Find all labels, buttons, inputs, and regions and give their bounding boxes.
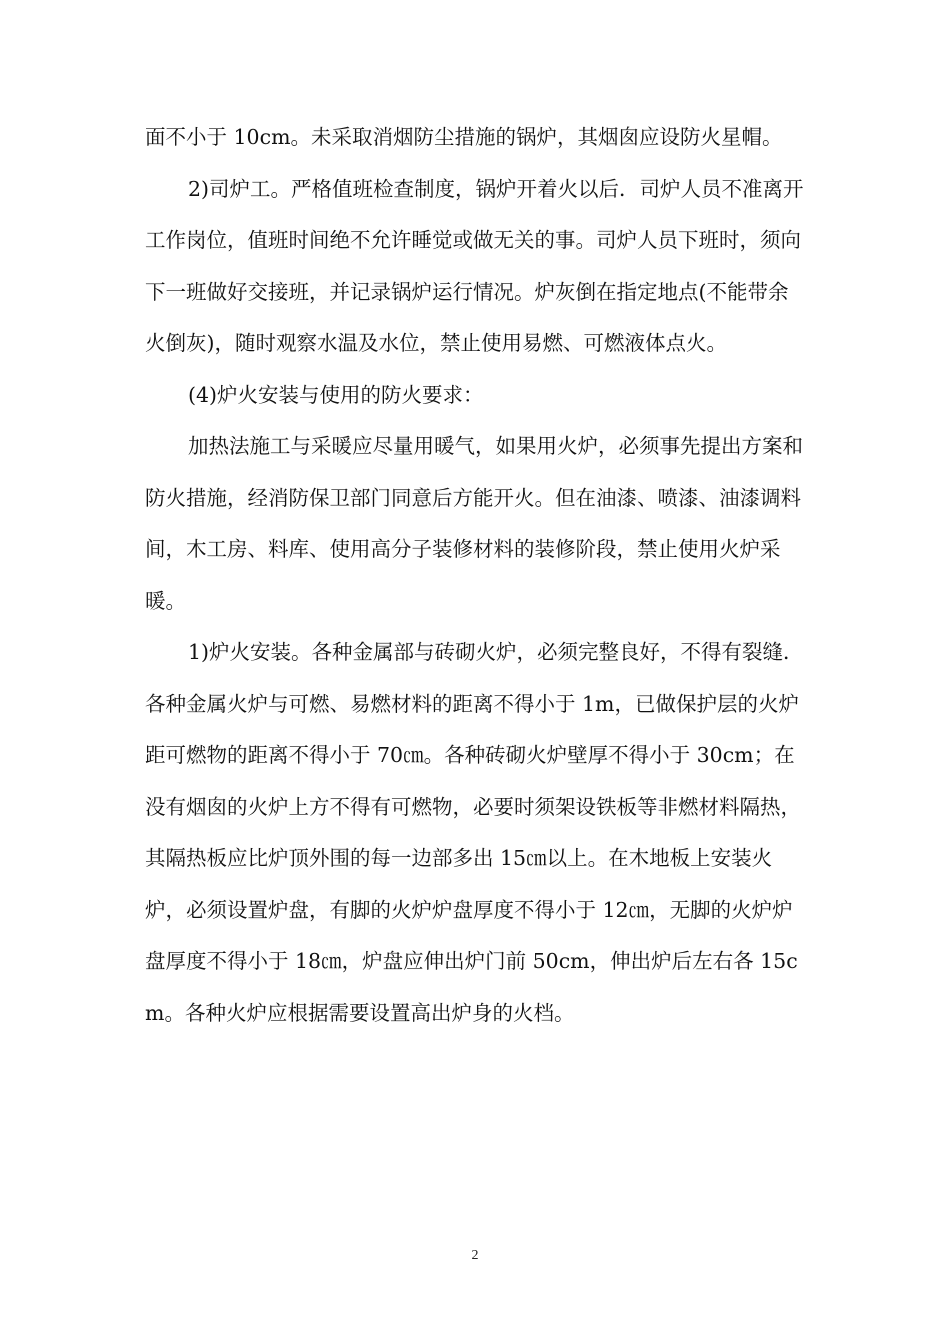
paragraph-5: 1)炉火安装。各种金属部与砖砌火炉，必须完整良好，不得有裂缝．各种金属火炉与可燃、易燃材料的距离不得小于 1m，已做保护层的火炉距可燃物的距离不得小于 70㎝。各种砖砌火炉壁厚不得小于 30cm；在没有烟囱的火炉上方不得有可燃物，必要时须架设铁板等非燃材料隔热，其隔热板应比炉顶外围的每一边部多出 15㎝以上。在木地板上安装火炉，必须设置炉盘，有脚的火炉炉盘厚度不得小于 12㎝，无脚的火炉炉盘厚度不得小于 18㎝，炉盘应伸出炉门前 50cm，伸出炉后左右各 15cm。各种火炉应根据需要设置高出炉身的火档。 — [145, 640, 804, 1025]
paragraph-2: 2)司炉工。严格值班检查制度，锅炉开着火以后．司炉人员不准离开工作岗位，值班时间绝不允许睡觉或做无关的事。司炉人员下班时，须向下一班做好交接班，并记录锅炉运行情况。炉灰倒在指定地点(不能带余火倒灰)，随时观察水温及水位，禁止使用易燃、可燃液体点火。 — [145, 176, 804, 355]
paragraph-4: 加热法施工与采暖应尽量用暖气，如果用火炉，必须事先提出方案和防火措施，经消防保卫部门同意后方能开火。但在油漆、喷漆、油漆调料间，木工房、料库、使用高分子装修材料的装修阶段，禁止使用火炉采暖。 — [145, 434, 803, 613]
paragraph-3-heading: (4)炉火安装与使用的防火要求： — [188, 382, 484, 407]
paragraph-1: 面不小于 10cm。未采取消烟防尘措施的锅炉，其烟囱应设防火星帽。 — [145, 125, 783, 149]
document-body — [145, 112, 805, 1039]
page-number: 2 — [471, 1248, 479, 1263]
